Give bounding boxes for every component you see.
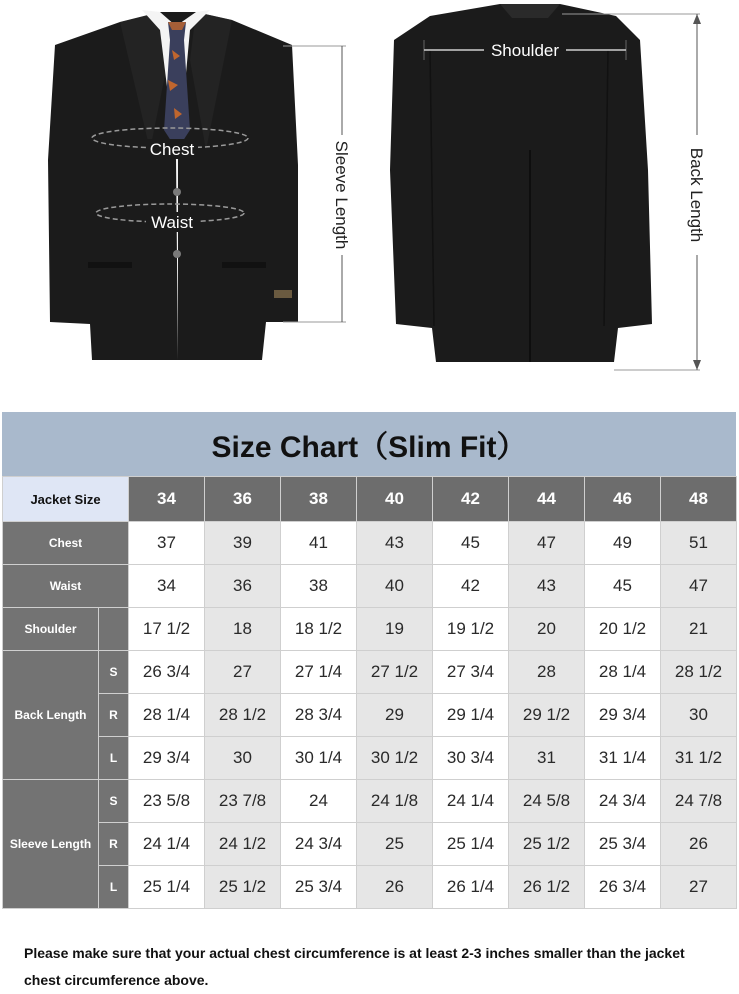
size-header-cell: 40 <box>357 477 433 522</box>
back_length-row-label: Back Length <box>3 651 99 780</box>
size-value-cell: 25 3/4 <box>281 866 357 909</box>
chest-row <box>3 522 737 565</box>
back_length-r-row <box>3 694 737 737</box>
back_length-l-row <box>3 737 737 780</box>
shoulder-row <box>3 608 737 651</box>
size-value-cell: 25 1/4 <box>433 823 509 866</box>
waist-label: Waist <box>151 213 193 232</box>
size-value-cell: 17 1/2 <box>129 608 205 651</box>
size-value-cell: 26 3/4 <box>129 651 205 694</box>
size-value-cell: 18 1/2 <box>281 608 357 651</box>
size-value-cell: 38 <box>281 565 357 608</box>
size-header-cell: 34 <box>129 477 205 522</box>
size-value-cell: 25 1/4 <box>129 866 205 909</box>
size-value-cell: 49 <box>585 522 661 565</box>
size-value-cell: 28 1/2 <box>205 694 281 737</box>
size-value-cell: 31 1/2 <box>661 737 737 780</box>
size-value-cell: 27 <box>661 866 737 909</box>
size-value-cell: 30 1/2 <box>357 737 433 780</box>
size-value-cell: 24 1/8 <box>357 780 433 823</box>
size-value-cell: 28 1/2 <box>661 651 737 694</box>
sleeve_length-l-row <box>3 866 737 909</box>
size-value-cell: 34 <box>129 565 205 608</box>
size-value-cell: 45 <box>433 522 509 565</box>
size-value-cell: 27 1/4 <box>281 651 357 694</box>
size-value-cell: 27 1/2 <box>357 651 433 694</box>
size-value-cell: 27 <box>205 651 281 694</box>
size-value-cell: 28 3/4 <box>281 694 357 737</box>
size-value-cell: 39 <box>205 522 281 565</box>
size-value-cell: 30 3/4 <box>433 737 509 780</box>
size-value-cell: 24 <box>281 780 357 823</box>
size-header-cell: 42 <box>433 477 509 522</box>
fit-sub-label: S <box>99 651 129 694</box>
shoulder-row-label: Shoulder <box>3 608 99 651</box>
size-value-cell: 43 <box>357 522 433 565</box>
size-value-cell: 31 1/4 <box>585 737 661 780</box>
back-jacket <box>390 4 706 370</box>
size-value-cell: 24 1/4 <box>433 780 509 823</box>
size-value-cell: 26 1/4 <box>433 866 509 909</box>
fit-note: Please make sure that your actual chest circumference is at least 2-3 inches smaller than the jacket chest circumference above. <box>24 945 685 988</box>
fit-sub-label: R <box>99 823 129 866</box>
size-value-cell: 20 1/2 <box>585 608 661 651</box>
size-value-cell: 19 <box>357 608 433 651</box>
fit-sub-label: L <box>99 737 129 780</box>
size-value-cell: 24 3/4 <box>585 780 661 823</box>
size-value-cell: 25 <box>357 823 433 866</box>
size-value-cell: 24 1/2 <box>205 823 281 866</box>
sleeve-length-label: Sleeve Length <box>332 140 351 250</box>
chest-label: Chest <box>149 140 195 159</box>
size-value-cell: 24 7/8 <box>661 780 737 823</box>
size-value-cell: 23 5/8 <box>129 780 205 823</box>
fit-sub-label: R <box>99 694 129 737</box>
size-value-cell: 37 <box>129 522 205 565</box>
size-value-cell: 47 <box>509 522 585 565</box>
button-icon <box>173 188 181 196</box>
size-value-cell: 21 <box>661 608 737 651</box>
size-value-cell: 26 3/4 <box>585 866 661 909</box>
shoulder-label: Shoulder <box>490 41 560 60</box>
size-value-cell: 29 3/4 <box>129 737 205 780</box>
sleeve_length-row-label: Sleeve Length <box>3 780 99 909</box>
size-header-cell: 36 <box>205 477 281 522</box>
jacket-size-label: Jacket Size <box>3 477 129 522</box>
size-value-cell: 20 <box>509 608 585 651</box>
size-value-cell: 43 <box>509 565 585 608</box>
size-value-cell: 18 <box>205 608 281 651</box>
size-value-cell: 28 1/4 <box>585 651 661 694</box>
size-value-cell: 47 <box>661 565 737 608</box>
fit-sub-label: L <box>99 866 129 909</box>
sleeve_length-r-row <box>3 823 737 866</box>
size-value-cell: 26 <box>357 866 433 909</box>
size-value-cell: 29 3/4 <box>585 694 661 737</box>
size-chart-table <box>2 476 737 909</box>
size-value-cell: 19 1/2 <box>433 608 509 651</box>
shoulder-row-spacer <box>99 608 129 651</box>
size-value-cell: 28 <box>509 651 585 694</box>
size-value-cell: 24 1/4 <box>129 823 205 866</box>
size-value-cell: 29 1/4 <box>433 694 509 737</box>
button-icon <box>173 250 181 258</box>
size-value-cell: 31 <box>509 737 585 780</box>
waist-row-label: Waist <box>3 565 129 608</box>
chart-title: Size Chart（Slim Fit） <box>2 412 736 476</box>
size-value-cell: 23 7/8 <box>205 780 281 823</box>
size-value-cell: 36 <box>205 565 281 608</box>
size-value-cell: 29 1/2 <box>509 694 585 737</box>
size-value-cell: 29 <box>357 694 433 737</box>
sleeve_length-s-row <box>3 780 737 823</box>
back_length-s-row <box>3 651 737 694</box>
front-jacket <box>48 10 351 360</box>
size-value-cell: 26 <box>661 823 737 866</box>
size-value-cell: 25 1/2 <box>205 866 281 909</box>
size-value-cell: 51 <box>661 522 737 565</box>
size-value-cell: 26 1/2 <box>509 866 585 909</box>
size-header-cell: 38 <box>281 477 357 522</box>
size-value-cell: 24 3/4 <box>281 823 357 866</box>
size-header-cell: 48 <box>661 477 737 522</box>
size-value-cell: 27 3/4 <box>433 651 509 694</box>
size-header-cell: 46 <box>585 477 661 522</box>
fit-sub-label: S <box>99 780 129 823</box>
size-value-cell: 25 3/4 <box>585 823 661 866</box>
size-value-cell: 45 <box>585 565 661 608</box>
size-value-cell: 24 5/8 <box>509 780 585 823</box>
back-length-label: Back Length <box>687 147 706 243</box>
size-value-cell: 28 1/4 <box>129 694 205 737</box>
size-value-cell: 42 <box>433 565 509 608</box>
size-value-cell: 40 <box>357 565 433 608</box>
size-value-cell: 30 1/4 <box>281 737 357 780</box>
chest-row-label: Chest <box>3 522 129 565</box>
size-header-cell: 44 <box>509 477 585 522</box>
size-header-row <box>3 477 737 522</box>
size-value-cell: 25 1/2 <box>509 823 585 866</box>
size-value-cell: 30 <box>661 694 737 737</box>
waist-row <box>3 565 737 608</box>
size-value-cell: 30 <box>205 737 281 780</box>
jacket-illustration <box>0 0 739 395</box>
size-value-cell: 41 <box>281 522 357 565</box>
